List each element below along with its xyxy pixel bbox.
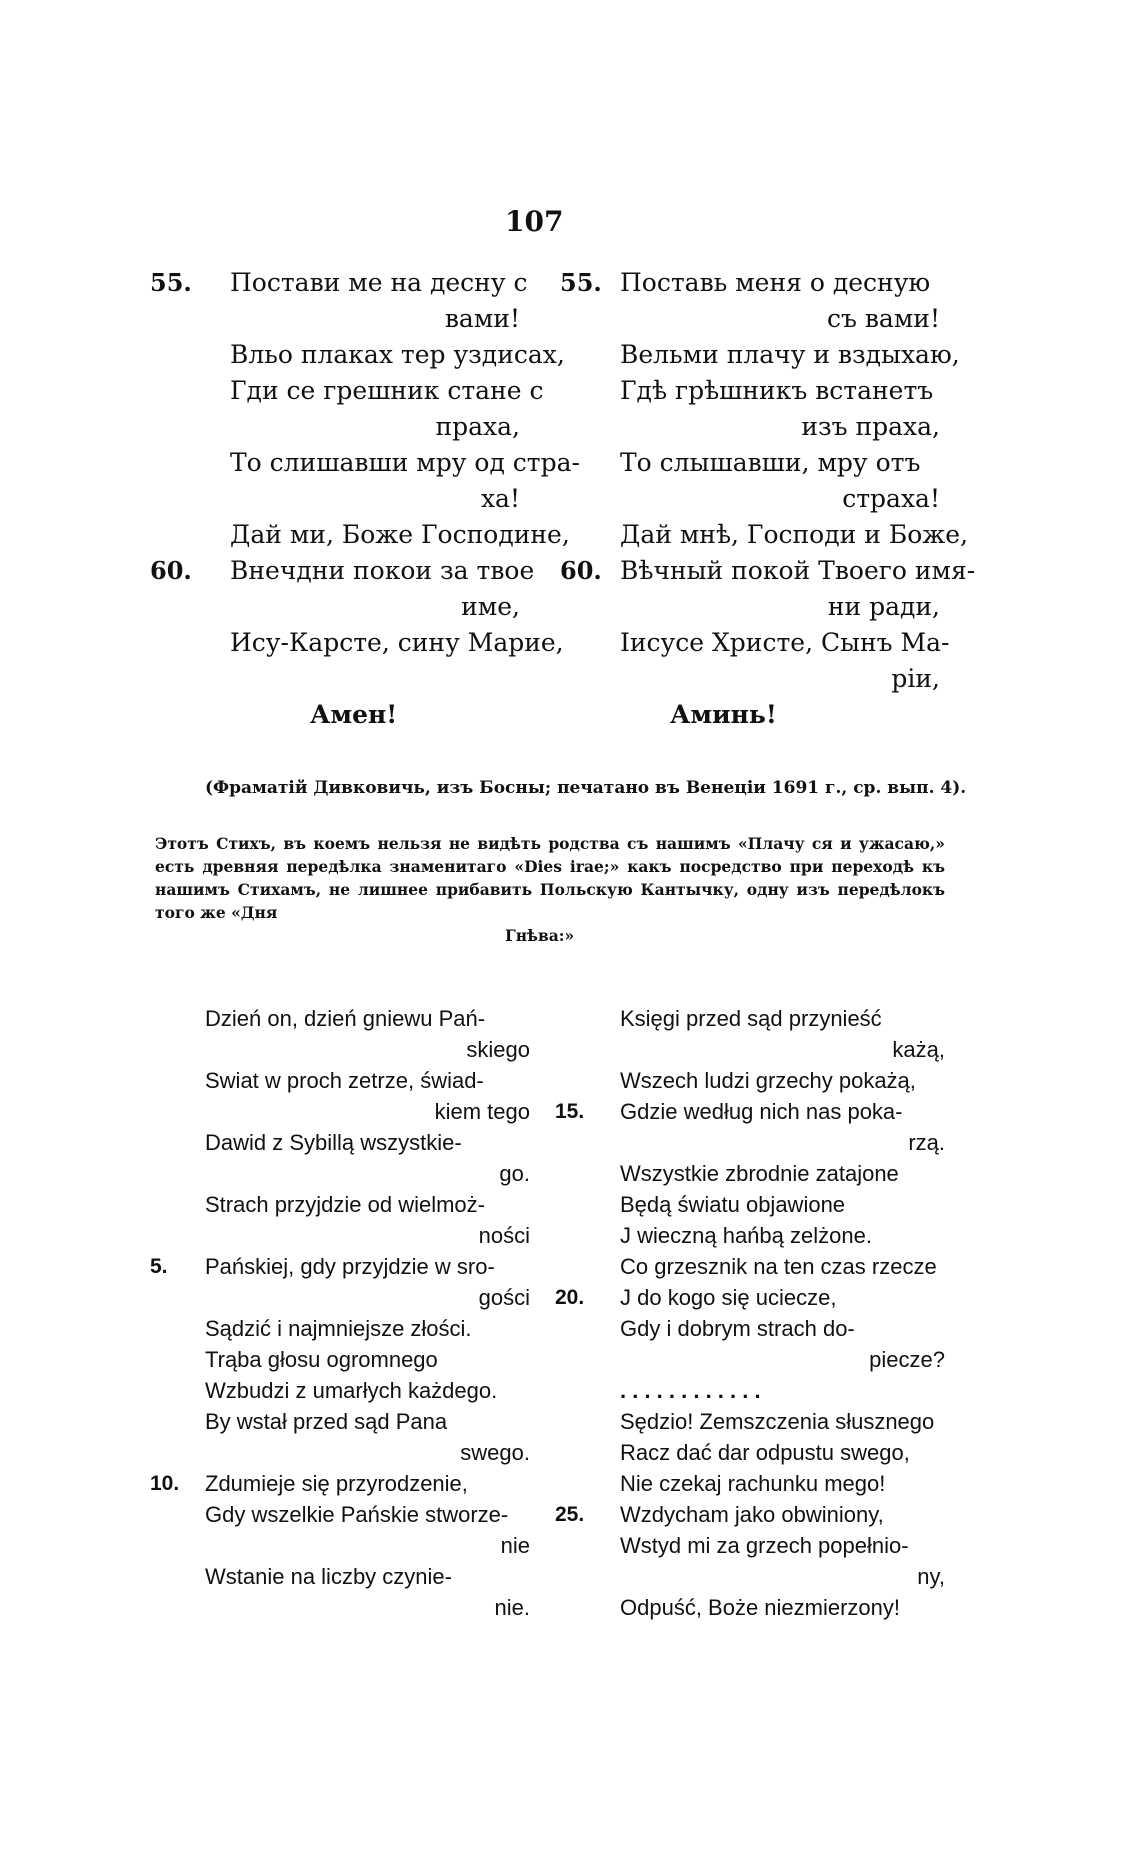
verse-text: ха!: [480, 484, 520, 513]
right-cyrillic-column: [560, 265, 976, 733]
verse-line: [555, 1313, 945, 1344]
verse-line: [150, 337, 565, 373]
verse-text: Гди се грешник стане с: [230, 376, 544, 405]
verse-text: Wszystkie zbrodnie zatajone: [620, 1161, 899, 1186]
left-polish-column: [150, 1003, 530, 1623]
verse-line: [555, 1375, 945, 1406]
verse-line: [150, 1282, 530, 1313]
verse-text: То слишавши мру од стра-: [230, 448, 580, 477]
verse-line: [150, 481, 520, 517]
verse-text: Гдѣ грѣшникъ встанетъ: [620, 376, 934, 405]
verse-line: [560, 589, 940, 625]
page-number: 107: [505, 205, 564, 238]
verse-line: [150, 445, 580, 481]
verse-line: [150, 1220, 530, 1251]
verse-line: [555, 1127, 945, 1158]
verse-text: Wzdycham jako obwiniony,: [620, 1502, 884, 1527]
verse-text: То слышавши, мру отъ: [620, 448, 921, 477]
commentary-last-line: Гнѣва:»: [505, 926, 575, 945]
verse-line: [150, 301, 520, 337]
verse-line: [150, 1003, 530, 1034]
verse-text: Racz dać dar odpustu swego,: [620, 1440, 910, 1465]
verse-line: [555, 1437, 945, 1468]
verse-text: страха!: [842, 484, 940, 513]
verse-text: ny,: [917, 1564, 945, 1589]
verse-text: Księgi przed sąd przynieść: [620, 1006, 882, 1031]
verse-number: 55.: [560, 268, 602, 297]
verse-text: Постави ме на десну с: [230, 268, 528, 297]
verse-text: Wstyd mi za grzech popełnio-: [620, 1533, 909, 1558]
verse-text: gości: [478, 1285, 530, 1310]
verse-line: [150, 1561, 530, 1592]
verse-text: skiego: [466, 1037, 530, 1062]
verse-text: Амен!: [310, 700, 398, 729]
verse-line: [560, 265, 940, 301]
verse-line: [560, 661, 940, 697]
verse-line: [560, 697, 940, 733]
verse-text: ności: [478, 1223, 530, 1248]
verse-text: Wszech ludzi grzechy pokażą,: [620, 1068, 916, 1093]
verse-line: [150, 1437, 530, 1468]
verse-line: [560, 445, 940, 481]
verse-text: Dzień on, dzień gniewu Pań-: [205, 1006, 486, 1031]
verse-text: Внечдни покои за твое: [230, 556, 535, 585]
verse-number: 20.: [555, 1286, 585, 1309]
verse-text: J wieczną hańbą zelżone.: [620, 1223, 872, 1248]
verse-text: праха,: [435, 412, 520, 441]
verse-line: [555, 1282, 945, 1313]
verse-text: By wstał przed sąd Pana: [205, 1409, 448, 1434]
verse-line: [555, 1065, 945, 1096]
verse-text: Swiat w proch zetrze, świad-: [205, 1068, 484, 1093]
verse-line: [150, 409, 520, 445]
verse-text: Gdy wszelkie Pańskie stworze-: [205, 1502, 509, 1527]
verse-line: [150, 1313, 530, 1344]
verse-line: [150, 661, 520, 697]
verse-line: [555, 1561, 945, 1592]
verse-text: go.: [499, 1161, 530, 1186]
verse-line: [555, 1189, 945, 1220]
verse-line: [555, 1344, 945, 1375]
verse-text: ни ради,: [827, 592, 940, 621]
verse-line: [555, 1034, 945, 1065]
verse-line: [150, 1096, 530, 1127]
verse-line: [150, 1406, 530, 1437]
verse-text: Sędzio! Zemszczenia słusznego: [620, 1409, 935, 1434]
verse-text: Вельми плачу и вздыхаю,: [620, 340, 960, 369]
verse-line: [150, 1592, 530, 1623]
verse-line: [150, 1189, 530, 1220]
verse-line: [555, 1468, 945, 1499]
verse-line: [555, 1406, 945, 1437]
verse-text: piecze?: [869, 1347, 945, 1372]
verse-line: [150, 373, 544, 409]
verse-line: [560, 517, 969, 553]
verse-text: Wzbudzi z umarłych każdego.: [205, 1378, 498, 1403]
verse-line: [555, 1592, 945, 1623]
verse-number: 25.: [555, 1503, 585, 1526]
verse-line: [150, 589, 520, 625]
verse-text: Вѣчный покой Твоего имя-: [620, 556, 976, 585]
verse-line: [150, 1127, 530, 1158]
verse-line: [555, 1530, 945, 1561]
verse-line: [150, 625, 564, 661]
verse-text: Dawid z Sybillą wszystkie-: [205, 1130, 462, 1155]
verse-number: 55.: [150, 268, 192, 297]
verse-line: [150, 265, 528, 301]
commentary-paragraph: [155, 832, 945, 947]
verse-line: [150, 553, 535, 589]
verse-line: [150, 1499, 530, 1530]
source-note: (Фраматій Дивковичь, изъ Босны; печатано въ Венеціи 1691 г., ср. вып. 4).: [205, 778, 967, 798]
verse-text: rzą.: [908, 1130, 945, 1155]
verse-line: [555, 1003, 945, 1034]
verse-text: изъ праха,: [801, 412, 940, 441]
verse-text: . . . . . . . . . . . .: [620, 1378, 761, 1403]
verse-text: Trąba głosu ogromnego: [205, 1347, 438, 1372]
verse-text: ріи,: [891, 664, 940, 693]
verse-text: kiem tego: [434, 1099, 530, 1124]
verse-text: вами!: [444, 304, 520, 333]
verse-text: Zdumieje się przyrodzenie,: [205, 1471, 468, 1496]
verse-line: [555, 1251, 945, 1282]
verse-number: 60.: [560, 556, 602, 585]
verse-number: 5.: [150, 1255, 168, 1278]
verse-text: każą,: [892, 1037, 945, 1062]
verse-text: Вльо плаках тер уздисах,: [230, 340, 565, 369]
verse-text: съ вами!: [827, 304, 940, 333]
verse-number: 10.: [150, 1472, 180, 1495]
verse-text: swego.: [460, 1440, 530, 1465]
verse-line: [555, 1096, 945, 1127]
verse-text: Co grzesznik na ten czas rzecze: [620, 1254, 937, 1279]
left-cyrillic-column: [150, 265, 580, 733]
verse-number: 60.: [150, 556, 192, 585]
verse-line: [150, 1344, 530, 1375]
verse-text: J do kogo się uciecze,: [620, 1285, 837, 1310]
verse-line: [560, 409, 940, 445]
verse-line: [150, 1468, 530, 1499]
verse-line: [560, 553, 976, 589]
verse-line: [560, 625, 950, 661]
verse-text: Дай ми, Боже Господине,: [230, 520, 570, 549]
verse-text: Gdy i dobrym strach do-: [620, 1316, 855, 1341]
verse-text: Pańskiej, gdy przyjdzie w sro-: [205, 1254, 495, 1279]
verse-text: Аминь!: [670, 700, 777, 729]
verse-line: [150, 1065, 530, 1096]
verse-text: Nie czekaj rachunku mego!: [620, 1471, 886, 1496]
verse-text: име,: [461, 592, 520, 621]
verse-text: Będą światu objawione: [620, 1192, 846, 1217]
verse-text: Odpuść, Boże niezmierzony!: [620, 1595, 901, 1620]
verse-text: Wstanie na liczby czynie-: [205, 1564, 452, 1589]
verse-line: [555, 1499, 945, 1530]
verse-line: [560, 301, 940, 337]
verse-line: [560, 373, 940, 409]
verse-text: Ису-Карсте, сину Марие,: [230, 628, 564, 657]
verse-text: Gdzie według nich nas poka-: [620, 1099, 903, 1124]
verse-line: [150, 517, 570, 553]
verse-line: [150, 1375, 530, 1406]
verse-line: [150, 1251, 530, 1282]
verse-line: [150, 697, 520, 733]
verse-number: 15.: [555, 1100, 585, 1123]
verse-text: Sądzić i najmniejsze złości.: [205, 1316, 472, 1341]
verse-line: [150, 1530, 530, 1561]
verse-text: nie: [500, 1533, 530, 1558]
verse-line: [150, 1034, 530, 1065]
verse-text: nie.: [494, 1595, 530, 1620]
right-polish-column: [555, 1003, 945, 1623]
commentary-text: Этотъ Стихъ, въ коемъ нельзя не видѣть родства съ нашимъ «Плачу ся и ужасаю,» есть древняя передѣлка знаменитаго «Dies irae;» какъ посредство при переходѣ къ нашимъ Стихамъ, не лишнее прибавить Польскую Кантычку, одну изъ передѣлокъ того же «Дня: [155, 834, 945, 922]
verse-line: [560, 481, 940, 517]
verse-line: [560, 337, 960, 373]
verse-text: Іисусе Христе, Сынъ Ма-: [620, 628, 950, 657]
verse-text: Поставь меня о десную: [620, 268, 931, 297]
verse-text: Strach przyjdzie od wielmoż-: [205, 1192, 485, 1217]
verse-line: [150, 1158, 530, 1189]
verse-line: [555, 1220, 945, 1251]
verse-line: [555, 1158, 945, 1189]
verse-text: Дай мнѣ, Господи и Боже,: [620, 520, 969, 549]
